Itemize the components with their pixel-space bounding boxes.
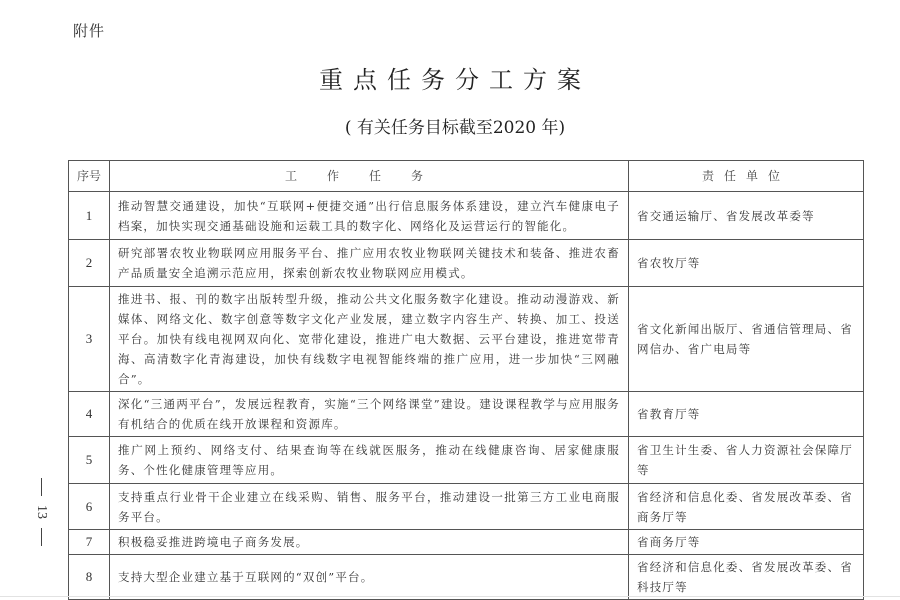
page-number-dash-top <box>41 478 42 496</box>
row-no: 8 <box>69 555 110 600</box>
table-row <box>69 437 864 484</box>
row-no: 2 <box>69 240 110 287</box>
row-task: 推广网上预约、网络支付、结果查询等在线就医服务，推动在线健康咨询、居家健康服务、个性化健康管理等应用。 <box>110 437 629 484</box>
header-no: 序号 <box>69 161 110 192</box>
row-task: 积极稳妥推进跨境电子商务发展。 <box>110 530 629 555</box>
header-unit: 责任单位 <box>629 161 864 192</box>
table-header-row <box>69 161 864 192</box>
row-unit: 省经济和信息化委、省发展改革委、省科技厅等 <box>629 555 864 600</box>
table-row <box>69 530 864 555</box>
row-task: 研究部署农牧业物联网应用服务平台、推广应用农牧业物联网关键技术和装备、推进农畜产品质量安全追溯示范应用，探索创新农牧业物联网应用模式。 <box>110 240 629 287</box>
document-subtitle: ( 有关任务目标截至2020 年) <box>344 118 566 138</box>
row-unit: 省卫生计生委、省人力资源社会保障厅等 <box>629 437 864 484</box>
row-task: 支持大型企业建立基于互联网的“双创”平台。 <box>110 555 629 600</box>
row-no: 7 <box>69 530 110 555</box>
row-no: 6 <box>69 484 110 530</box>
row-task: 支持重点行业骨干企业建立在线采购、销售、服务平台，推动建设一批第三方工业电商服务平台。 <box>110 484 629 530</box>
task-division-table <box>68 160 864 600</box>
row-task: 深化“三通两平台”，发展远程教育，实施“三个网络课堂”建设。建设课程教学与应用服务有机结合的优质在线开放课程和资源库。 <box>110 392 629 437</box>
document-title: 重点任务分工方案 <box>319 66 591 94</box>
page-bottom-edge <box>0 596 900 597</box>
row-unit: 省教育厅等 <box>629 392 864 437</box>
table-row <box>69 287 864 392</box>
table-row <box>69 192 864 240</box>
table-row <box>69 484 864 530</box>
row-no: 1 <box>69 192 110 240</box>
row-unit: 省农牧厅等 <box>629 240 864 287</box>
table-row <box>69 240 864 287</box>
row-unit: 省文化新闻出版厅、省通信管理局、省网信办、省广电局等 <box>629 287 864 392</box>
table-row <box>69 555 864 600</box>
row-no: 5 <box>69 437 110 484</box>
attachment-label: 附件 <box>73 22 106 40</box>
row-unit: 省商务厅等 <box>629 530 864 555</box>
page-number-dash-bottom <box>41 528 42 546</box>
header-task: 工作任务 <box>110 161 629 192</box>
page-number-value: 13 <box>34 505 49 519</box>
row-no: 4 <box>69 392 110 437</box>
row-unit: 省交通运输厅、省发展改革委等 <box>629 192 864 240</box>
row-task: 推动智慧交通建设，加快“互联网+便捷交通”出行信息服务体系建设，建立汽车健康电子档案，加快实现交通基础设施和运载工具的数字化、网络化及运营运行的智能化。 <box>110 192 629 240</box>
row-unit: 省经济和信息化委、省发展改革委、省商务厅等 <box>629 484 864 530</box>
page-number <box>34 478 48 546</box>
row-task: 推进书、报、刊的数字出版转型升级，推动公共文化服务数字化建设。推动动漫游戏、新媒体、网络文化、数字创意等数字文化产业发展，建立数字内容生产、转换、加工、投送平台。加快有线电视网双向化、宽带化建设，推进广电大数据、云平台建设，推进宽带青海、高清数字化青海建设，加快有线数字电视智能终端的推广应用，进一步加快“三网融合”。 <box>110 287 629 392</box>
row-no: 3 <box>69 287 110 392</box>
table-row <box>69 392 864 437</box>
